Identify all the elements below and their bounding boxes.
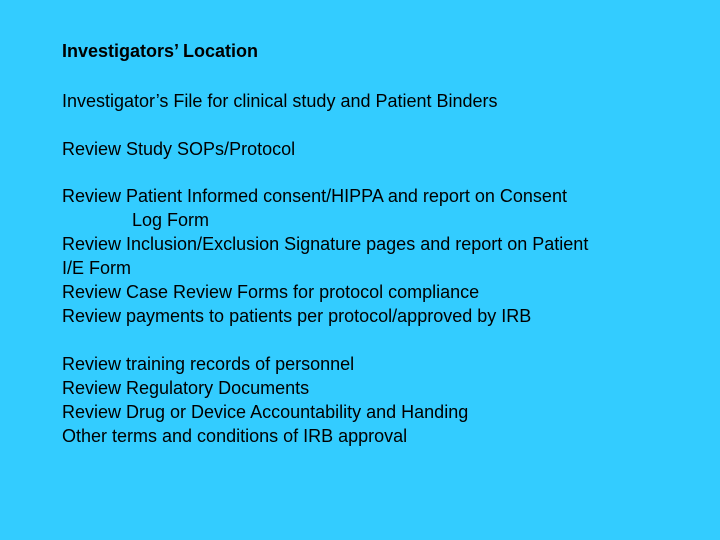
text-line-irb-approval-terms: Other terms and conditions of IRB approval <box>62 426 408 446</box>
text-line-informed-consent: Review Patient Informed consent/HIPPA and report on Consent <box>62 186 567 206</box>
text-line-training-records: Review training records of personnel <box>62 354 355 374</box>
text-line-review-sops: Review Study SOPs/Protocol <box>62 139 296 159</box>
text-line-inclusion-exclusion: Review Inclusion/Exclusion Signature pages and report on Patient <box>62 234 589 254</box>
slide-title: Investigators’ Location <box>62 41 259 61</box>
text-line-investigator-file: Investigator’s File for clinical study and Patient Binders <box>62 91 498 111</box>
text-line-drug-device-accountability: Review Drug or Device Accountability and Handing <box>62 402 469 422</box>
text-line-case-review-forms: Review Case Review Forms for protocol compliance <box>62 282 480 302</box>
text-line-regulatory-documents: Review Regulatory Documents <box>62 378 310 398</box>
text-line-ie-form: I/E Form <box>62 258 132 278</box>
text-line-patient-payments: Review payments to patients per protocol/approved by IRB <box>62 306 532 326</box>
text-line-consent-log-form: Log Form <box>132 210 210 230</box>
